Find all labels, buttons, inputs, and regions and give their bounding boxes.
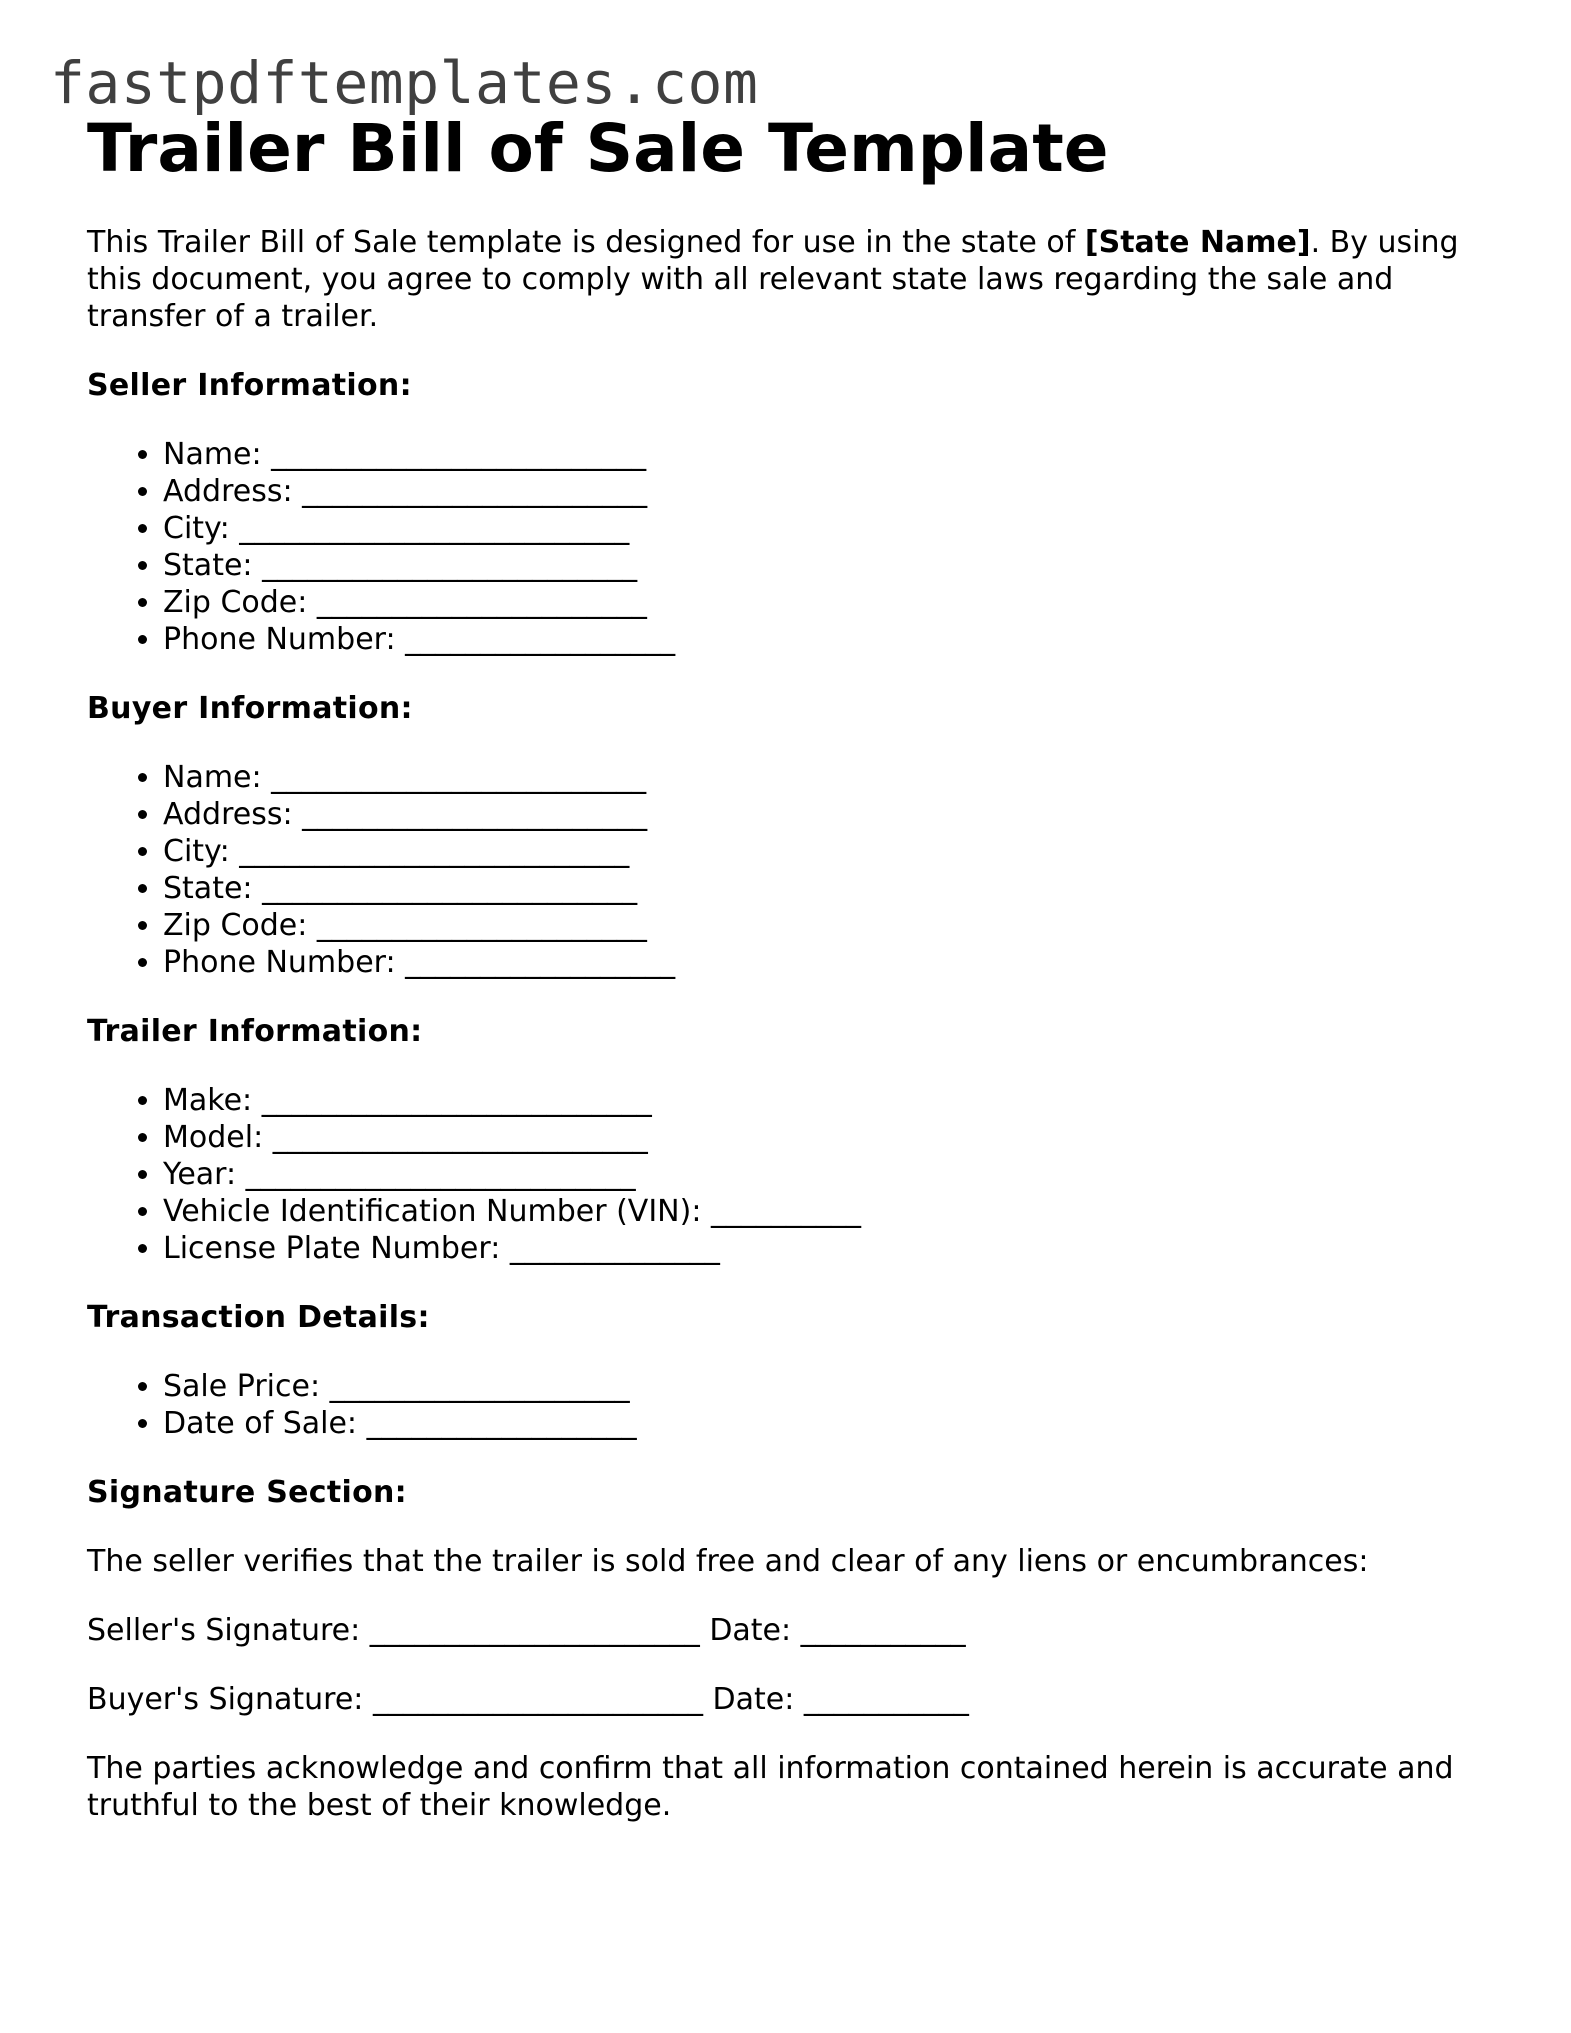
field-blank[interactable]: _________________________ (271, 760, 647, 795)
trailer-plate-field[interactable] (163, 1230, 1487, 1267)
intro-paragraph (87, 224, 1477, 335)
field-blank[interactable]: _________________________ (262, 548, 638, 583)
transaction-heading: Transaction Details: (87, 1300, 430, 1335)
field-label: Zip Code: (163, 908, 308, 943)
field-label: City: (163, 834, 230, 869)
field-label: Address: (163, 797, 293, 832)
closing-statement: The parties acknowledge and confirm that all information contained herein is accurate and truthful to the best of their knowledge. (87, 1751, 1454, 1823)
field-label: Phone Number: (163, 622, 396, 657)
field-blank[interactable]: __________________ (366, 1406, 637, 1441)
field-label: Sale Price: (163, 1369, 321, 1404)
field-blank[interactable]: __________________ (405, 622, 676, 657)
field-blank[interactable]: _________________________ (272, 1120, 648, 1155)
sale-price-field[interactable] (163, 1368, 1487, 1405)
field-label: Phone Number: (163, 945, 396, 980)
buyer-phone-field[interactable] (163, 944, 1487, 981)
intro-text-after: . By using this document, you agree to comply with all relevant state laws regarding the sale and transfer of a trailer. (87, 225, 1459, 334)
buyer-date-blank[interactable]: ___________ (803, 1682, 969, 1717)
document-page (87, 112, 1487, 1824)
trailer-heading: Trailer Information: (87, 1014, 423, 1049)
field-label: Model: (163, 1120, 264, 1155)
buyer-signature-label: Buyer's Signature: (87, 1682, 364, 1717)
seller-address-field[interactable] (163, 473, 1487, 510)
sale-date-field[interactable] (163, 1405, 1487, 1442)
seller-signature-blank[interactable]: ______________________ (369, 1613, 700, 1648)
buyer-zip-field[interactable] (163, 907, 1487, 944)
field-label: Name: (163, 760, 262, 795)
seller-city-field[interactable] (163, 510, 1487, 547)
buyer-date-label: Date: (712, 1682, 795, 1717)
seller-heading: Seller Information: (87, 368, 412, 403)
field-blank[interactable]: __________________________ (239, 511, 630, 546)
buyer-signature-line[interactable] (87, 1681, 1487, 1718)
field-label: Address: (163, 474, 293, 509)
field-blank[interactable]: _________________________ (271, 437, 647, 472)
field-blank[interactable]: __________________________ (245, 1157, 636, 1192)
field-blank[interactable]: ______________________ (316, 585, 647, 620)
field-label: Make: (163, 1083, 253, 1118)
field-label: Name: (163, 437, 262, 472)
seller-signature-label: Seller's Signature: (87, 1613, 361, 1648)
field-blank[interactable]: _______________________ (302, 797, 648, 832)
field-blank[interactable]: __________ (710, 1194, 861, 1229)
seller-phone-field[interactable] (163, 621, 1487, 658)
transaction-field-list (87, 1368, 1487, 1442)
field-blank[interactable]: ______________________ (316, 908, 647, 943)
watermark-text: fastpdftemplates.com (50, 49, 759, 117)
seller-zip-field[interactable] (163, 584, 1487, 621)
seller-field-list (87, 436, 1487, 658)
field-label: License Plate Number: (163, 1231, 501, 1266)
field-label: City: (163, 511, 230, 546)
buyer-address-field[interactable] (163, 796, 1487, 833)
trailer-model-field[interactable] (163, 1119, 1487, 1156)
buyer-state-field[interactable] (163, 870, 1487, 907)
trailer-field-list (87, 1082, 1487, 1267)
page-title: Trailer Bill of Sale Template (87, 110, 1109, 187)
field-label: Year: (163, 1157, 237, 1192)
field-blank[interactable]: __________________________ (261, 1083, 652, 1118)
trailer-vin-field[interactable] (163, 1193, 1487, 1230)
field-blank[interactable]: __________________ (405, 945, 676, 980)
trailer-year-field[interactable] (163, 1156, 1487, 1193)
seller-signature-line[interactable] (87, 1612, 1487, 1649)
seller-state-field[interactable] (163, 547, 1487, 584)
field-label: Zip Code: (163, 585, 308, 620)
field-blank[interactable]: __________________________ (239, 834, 630, 869)
seller-date-blank[interactable]: ___________ (800, 1613, 966, 1648)
field-label: Vehicle Identification Number (VIN): (163, 1194, 702, 1229)
field-label: Date of Sale: (163, 1406, 358, 1441)
seller-name-field[interactable] (163, 436, 1487, 473)
buyer-field-list (87, 759, 1487, 981)
field-blank[interactable]: ______________ (509, 1231, 720, 1266)
field-label: State: (163, 871, 253, 906)
buyer-city-field[interactable] (163, 833, 1487, 870)
trailer-make-field[interactable] (163, 1082, 1487, 1119)
buyer-name-field[interactable] (163, 759, 1487, 796)
intro-text-before: This Trailer Bill of Sale template is designed for use in the state of (87, 225, 1085, 260)
field-label: State: (163, 548, 253, 583)
field-blank[interactable]: ____________________ (329, 1369, 630, 1404)
state-name-placeholder: [State Name] (1084, 225, 1311, 260)
liens-statement: The seller verifies that the trailer is sold free and clear of any liens or encumbrances: (87, 1544, 1369, 1579)
buyer-signature-blank[interactable]: ______________________ (372, 1682, 703, 1717)
seller-date-label: Date: (709, 1613, 792, 1648)
field-blank[interactable]: _________________________ (262, 871, 638, 906)
buyer-heading: Buyer Information: (87, 691, 413, 726)
signature-heading: Signature Section: (87, 1475, 407, 1510)
field-blank[interactable]: _______________________ (302, 474, 648, 509)
